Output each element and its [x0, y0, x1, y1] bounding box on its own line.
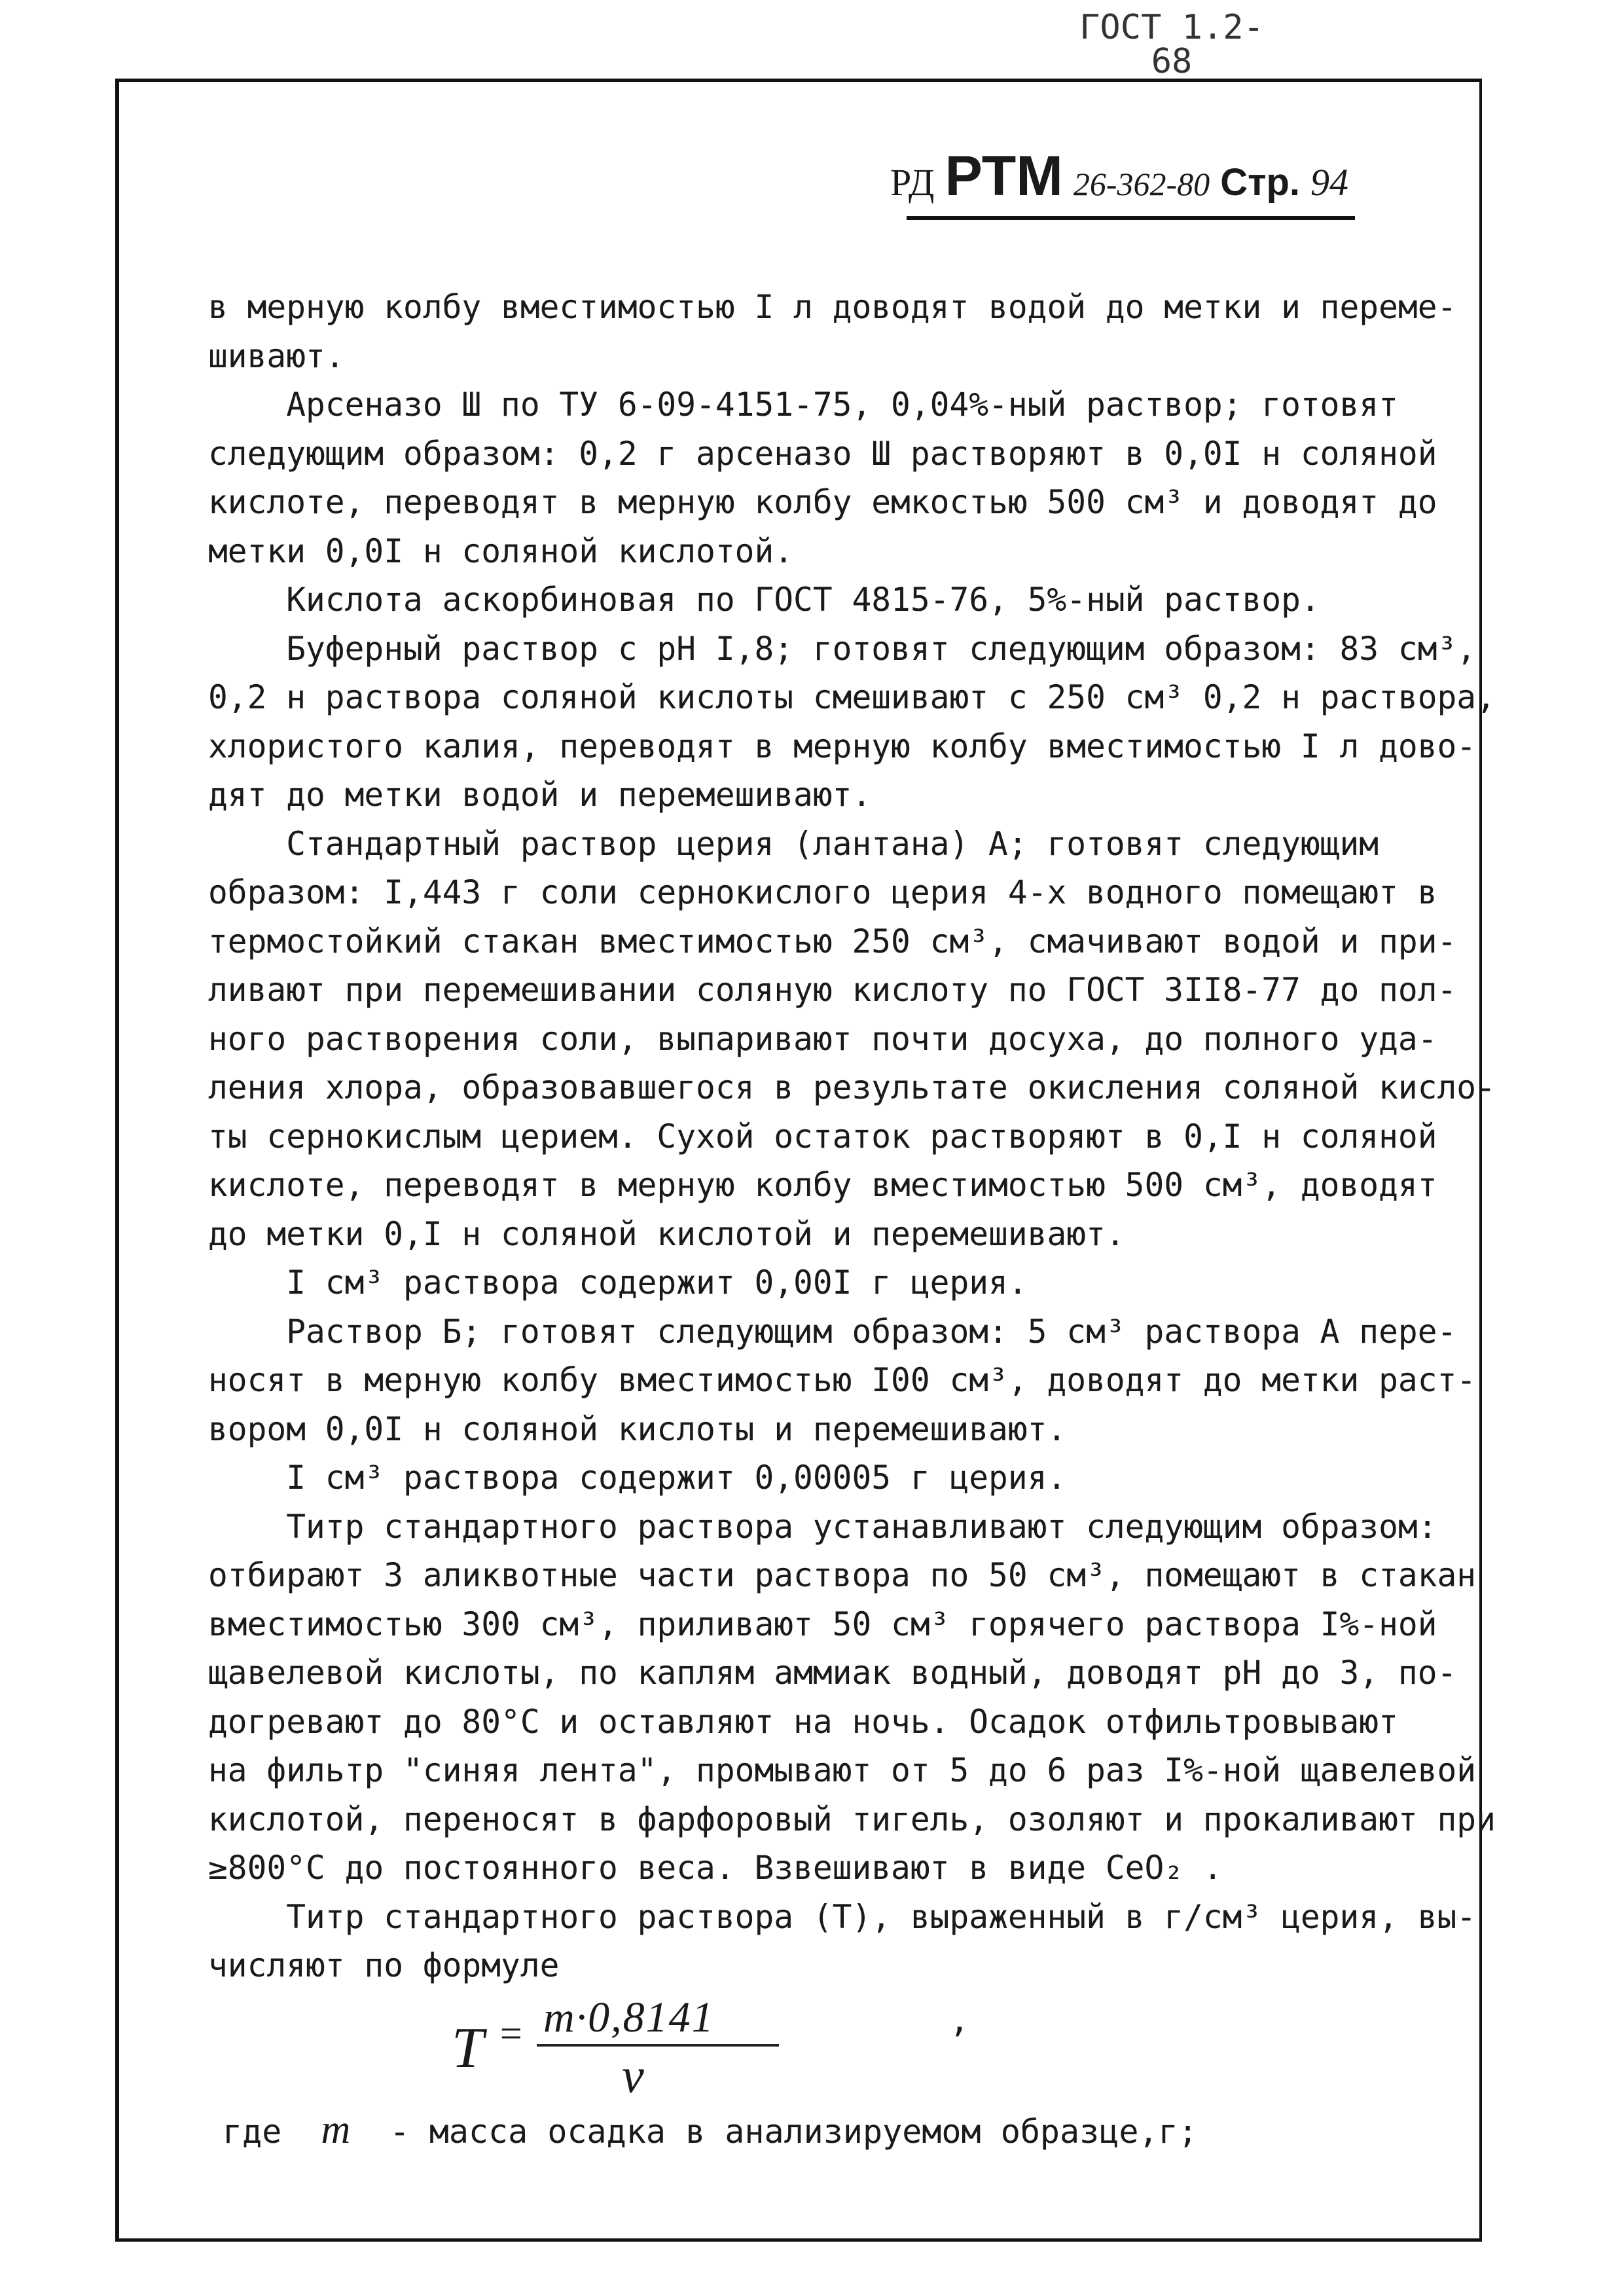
where-prefix: где	[223, 2113, 282, 2151]
header-page-number: 94	[1310, 161, 1349, 204]
formula-lhs: T	[452, 2016, 484, 2080]
body-line: вместимостью 300 см³, приливают 50 см³ горячего раствора I%-ной	[208, 1605, 1437, 1643]
body-line: ты сернокислым церием. Сухой остаток растворяют в 0,I н соляной	[208, 1117, 1437, 1156]
body-line: Буферный раствор с pH I,8; готовят следующим образом: 83 см³,	[208, 629, 1477, 668]
body-line: метки 0,0I н соляной кислотой.	[208, 532, 794, 570]
body-line: дят до метки водой и перемешивают.	[208, 776, 872, 814]
body-line: на фильтр "синяя лента", промывают от 5 до 6 раз I%-ной щавелевой	[208, 1751, 1477, 1789]
body-line: Раствор Б; готовят следующим образом: 5 см³ раствора А пере-	[208, 1312, 1457, 1351]
body-line: кислоте, переводят в мерную колбу емкостью 500 см³ и доводят до	[208, 483, 1437, 521]
document-header	[890, 144, 1348, 216]
where-text: - масса осадка в анализируемом образце,г;	[389, 2113, 1198, 2151]
body-line: кислотой, переносят в фарфоровый тигель, озоляют и прокаливают при	[208, 1800, 1496, 1838]
body-line: термостойкий стакан вместимостью 250 см³, смачивают водой и при-	[208, 922, 1457, 960]
body-line: отбирают 3 аликвотные части раствора по 50 см³, помещают в стакан	[208, 1556, 1477, 1594]
body-line: Арсеназо Ш по ТУ 6-09-4151-75, 0,04%-ный раствор; готовят	[208, 386, 1398, 424]
body-line: Кислота аскорбиновая по ГОСТ 4815-76, 5%-ный раствор.	[208, 581, 1320, 619]
body-line: хлористого калия, переводят в мерную колбу вместимостью I л дово-	[208, 727, 1477, 765]
body-line: щавелевой кислоты, по каплям аммиак водный, доводят pH до 3, по-	[208, 1654, 1457, 1692]
formula-numerator: m·0,8141	[543, 1994, 715, 2041]
body-line: I см³ раствора содержит 0,00I г церия.	[208, 1264, 1028, 1302]
fraction-bar	[537, 2044, 779, 2047]
body-line: Титр стандартного раствора (Т), выраженный в г/см³ церия, вы-	[208, 1897, 1477, 1936]
formula-trailing-comma: ,	[949, 2001, 970, 2040]
where-symbol: m	[321, 2107, 351, 2152]
body-line: Титр стандартного раствора устанавливают следующим образом:	[208, 1507, 1437, 1546]
body-line: до метки 0,I н соляной кислотой и перемешивают.	[208, 1214, 1125, 1253]
body-line: 0,2 н раствора соляной кислоты смешивают с 250 см³ 0,2 н раствора,	[208, 678, 1496, 716]
body-line: ≥800°С до постоянного веса. Взвешивают в виде CeO₂ .	[208, 1849, 1223, 1887]
body-line: догревают до 80°С и оставляют на ночь. Осадок отфильтровывают	[208, 1702, 1398, 1741]
header-underline	[907, 216, 1355, 220]
formula-denominator: v	[622, 2049, 644, 2104]
body-line: шивают.	[208, 337, 345, 375]
titer-formula	[445, 1990, 812, 2102]
header-rd: РД	[890, 161, 935, 204]
body-line: образом: I,443 г соли сернокислого церия 4-х водного помещают в	[208, 873, 1437, 911]
body-text	[208, 283, 1496, 1990]
body-line: кислоте, переводят в мерную колбу вместимостью 500 см³, доводят	[208, 1166, 1437, 1204]
body-line: ления хлора, образовавшегося в результате окисления соляной кисло-	[208, 1068, 1496, 1106]
body-line: Стандартный раствор церия (лантана) А; готовят следующим	[208, 824, 1379, 863]
body-line: I см³ раствора содержит 0,00005 г церия.	[208, 1459, 1067, 1497]
header-page-prefix: Стр.	[1220, 161, 1301, 204]
formula-equals: =	[497, 2012, 524, 2055]
body-line: ливают при перемешивании соляную кислоту по ГОСТ 3II8-77 до пол-	[208, 971, 1457, 1009]
header-document-number: 26-362-80	[1073, 166, 1210, 202]
body-line: ного растворения соли, выпаривают почти досуха, до полного уда-	[208, 1019, 1437, 1058]
body-line: в мерную колбу вместимостью I л доводят водой до метки и переме-	[208, 288, 1457, 326]
header-rtm: РТМ	[945, 145, 1063, 208]
body-line: следующим образом: 0,2 г арсеназо Ш растворяют в 0,0I н соляной	[208, 434, 1437, 473]
body-line: вором 0,0I н соляной кислоты и перемешивают.	[208, 1410, 1067, 1448]
body-line: числяют по формуле	[208, 1946, 560, 1984]
where-definition	[223, 2107, 1198, 2153]
top-cut-header: ГОСТ 1.2-68	[1079, 8, 1264, 81]
body-line: носят в мерную колбу вместимостью I00 см³, доводят до метки раст-	[208, 1361, 1477, 1399]
